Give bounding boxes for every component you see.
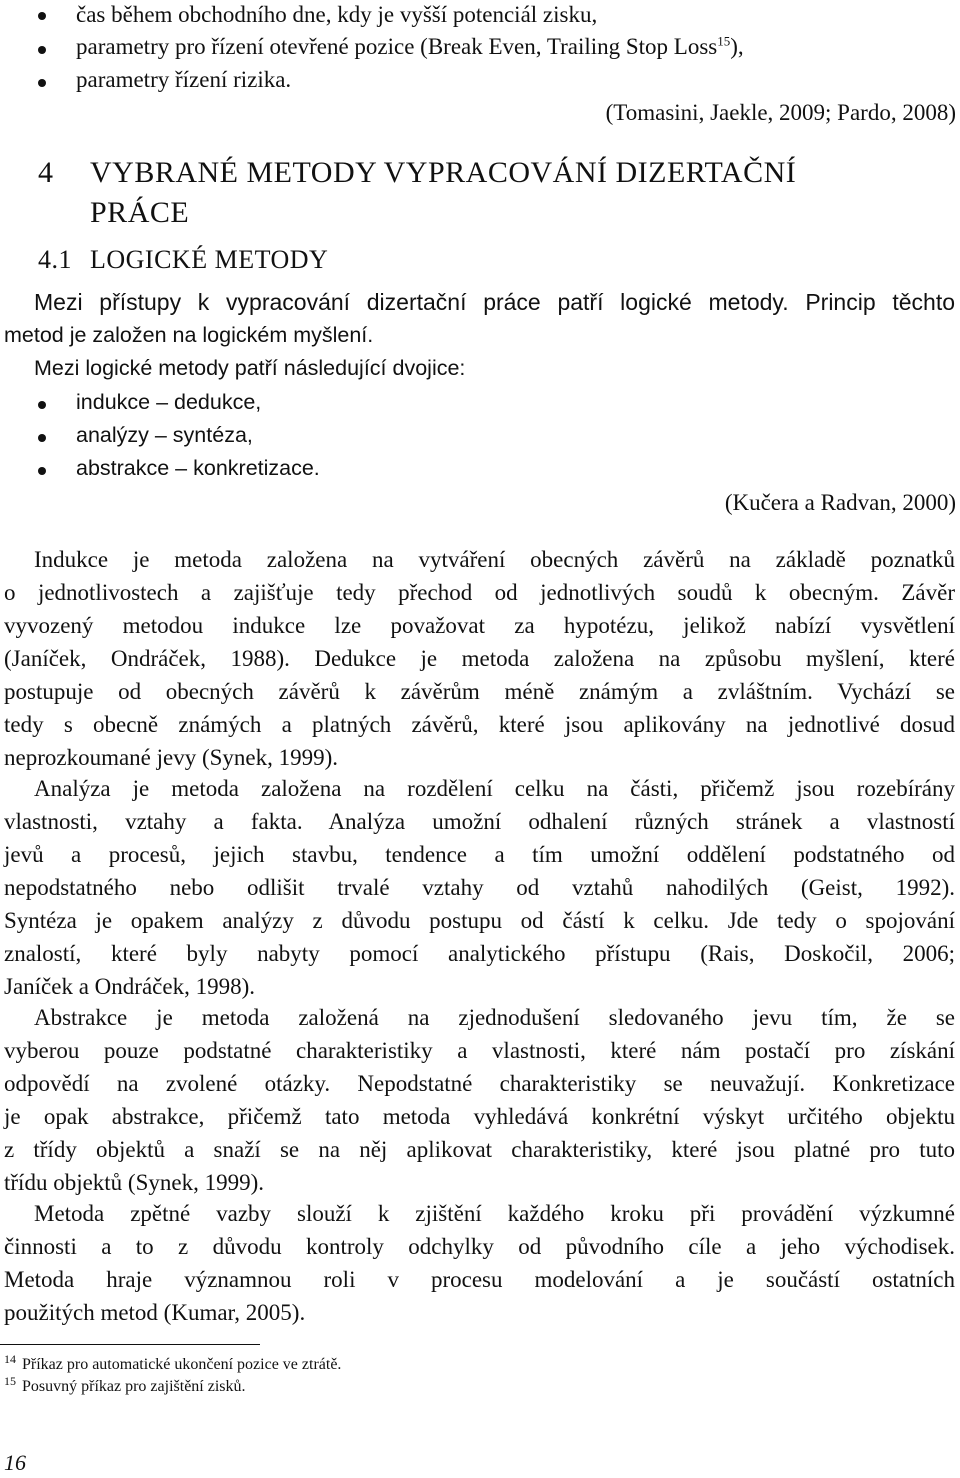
body-line: Analýza je metoda založena na rozdělení celku na části, přičemž jsou rozebírány — [34, 776, 955, 801]
body-line: jevů a procesů, jejich stavbu, tendence a tím umožní oddělení podstatného od — [4, 842, 955, 867]
footnote-number: 14 — [4, 1352, 16, 1366]
intro-line: metod je založen na logickém myšlení. — [4, 323, 374, 347]
list-item: analýzy – syntéza, — [76, 423, 253, 447]
list-item: čas během obchodního dne, kdy je vyšší potenciál zisku, — [76, 2, 598, 27]
citation: (Tomasini, Jaekle, 2009; Pardo, 2008) — [605, 100, 956, 125]
body-line: nepodstatného nebo odlišit trvalé vztahy od vztahů nahodilých (Geist, 1992). — [4, 875, 955, 900]
body-line: použitých metod (Kumar, 2005). — [4, 1300, 306, 1325]
chapter-title: VYBRANÉ METODY VYPRACOVÁNÍ DIZERTAČNÍ — [90, 156, 797, 189]
body-line: Indukce je metoda založena na vytváření obecných závěrů na základě poznatků — [34, 547, 955, 572]
intro-line: Mezi přístupy k vypracování dizertační práce patří logické metody. Princip těchto — [34, 289, 955, 315]
list-item — [76, 30, 744, 63]
page-number: 16 — [4, 1450, 26, 1475]
list-item: parametry řízení rizika. — [76, 67, 292, 92]
bullet-icon — [38, 467, 46, 475]
chapter-title-cont: PRÁCE — [90, 196, 190, 229]
body-line: tedy s obecně známých a platných závěrů, které jsou aplikovány na jednotlivé dosud — [4, 712, 955, 737]
body-line: vyvozený metodou indukce lze považovat za hypotézu, jelikož nabízí vysvětlení — [4, 613, 955, 638]
footnote-number: 15 — [4, 1374, 16, 1388]
bullet-icon — [38, 12, 46, 20]
list-item: indukce – dedukce, — [76, 390, 262, 414]
list-item: abstrakce – konkretizace. — [76, 456, 320, 480]
body-line: Metoda hraje významnou roli v procesu modelování a je součástí ostatních — [4, 1267, 955, 1292]
footnote-text: Posuvný příkaz pro zajištění zisků. — [22, 1378, 246, 1395]
body-line: Abstrakce je metoda založená na zjednodušení sledovaného jevu tím, že se — [34, 1005, 955, 1030]
bullet-icon — [38, 79, 46, 87]
footnote-ref: 15 — [717, 33, 731, 49]
body-line: třídu objektů (Synek, 1999). — [4, 1170, 264, 1195]
footnote-separator — [0, 1344, 260, 1345]
body-line: znalostí, které byly nabyty pomocí analytického přístupu (Rais, Doskočil, 2006; — [4, 941, 955, 966]
bullet-icon — [38, 46, 46, 54]
body-line: o jednotlivostech a zajišťuje tedy přechod od jednotlivých soudů k obecným. Závěr — [4, 580, 955, 605]
body-line: vlastnosti, vztahy a fakta. Analýza umožní odhalení různých stránek a vlastností — [4, 809, 955, 834]
body-line: je opak abstrakce, přičemž tato metoda vyhledává konkrétní výskyt určitého objektu — [4, 1104, 955, 1129]
body-line: Syntéza je opakem analýzy z důvodu postupu od částí k celku. Jde tedy o spojování — [4, 908, 955, 933]
section-number: 4.1 — [38, 245, 72, 274]
list-item-text: parametry pro řízení otevřené pozice (Break Even, Trailing Stop Loss — [76, 34, 718, 59]
body-line: činnosti a to z důvodu kontroly odchylky od původního cíle a jeho východisek. — [4, 1234, 955, 1259]
intro-line: Mezi logické metody patří následující dvojice: — [34, 356, 466, 380]
footnote-text: Příkaz pro automatické ukončení pozice ve ztrátě. — [22, 1356, 342, 1373]
citation: (Kučera a Radvan, 2000) — [724, 490, 956, 515]
section-title: LOGICKÉ METODY — [90, 245, 329, 274]
bullet-icon — [38, 434, 46, 442]
body-line: z třídy objektů a snaží se na něj aplikovat charakteristiky, které jsou platné pro tuto — [4, 1137, 955, 1162]
body-line: (Janíček, Ondráček, 1988). Dedukce je metoda založena na způsobu myšlení, které — [4, 646, 955, 671]
bullet-icon — [38, 401, 46, 409]
body-line: Janíček a Ondráček, 1998). — [4, 974, 255, 999]
body-line: vyberou pouze podstatné charakteristiky a vlastnosti, které nám postačí pro získání — [4, 1038, 955, 1063]
body-line: neprozkoumané jevy (Synek, 1999). — [4, 745, 339, 770]
list-item-tail: ), — [730, 34, 744, 59]
chapter-number: 4 — [38, 156, 54, 189]
body-line: odpovědí na zvolené otázky. Nepodstatné charakteristiky se neuvažují. Konkretizace — [4, 1071, 955, 1096]
body-line: Metoda zpětné vazby slouží k zjištění každého kroku při provádění výzkumné — [34, 1201, 955, 1226]
body-line: postupuje od obecných závěrů k závěrům méně známým a zvláštním. Vychází se — [4, 679, 955, 704]
